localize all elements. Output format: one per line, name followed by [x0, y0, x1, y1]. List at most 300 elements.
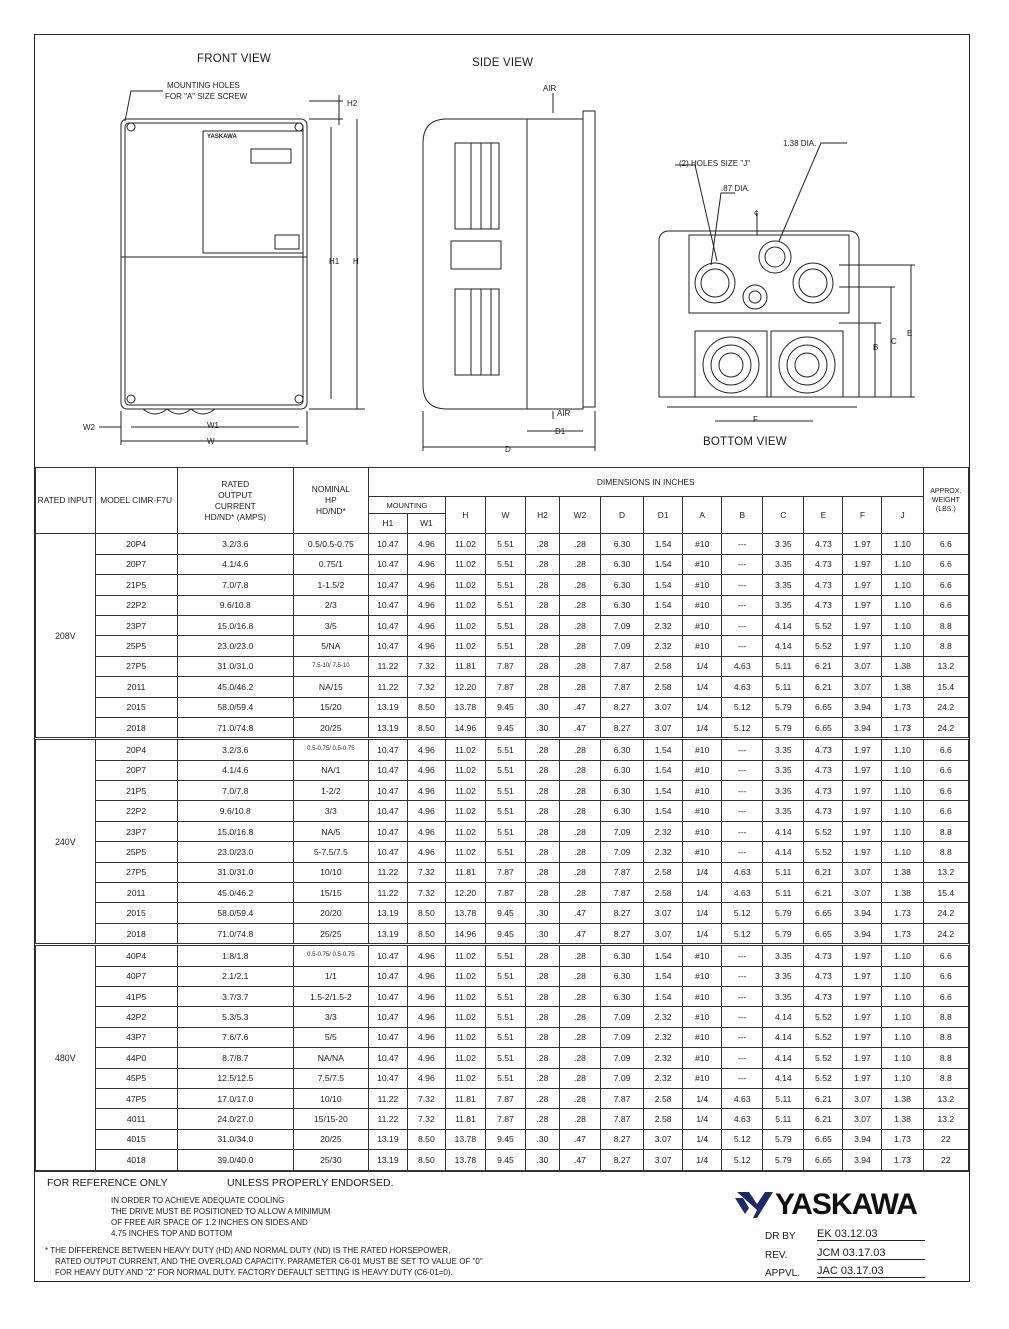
header-hp: [293, 468, 368, 534]
table-cell: 22P2: [95, 801, 177, 821]
table-cell: ---: [722, 636, 763, 656]
table-cell: 24.0/27.0: [177, 1109, 293, 1129]
table-cell: 8.8: [923, 1007, 968, 1027]
table-cell: .28: [559, 595, 600, 615]
table-cell: 1.10: [882, 595, 923, 615]
table-cell: #10: [683, 575, 722, 595]
table-cell: 8.50: [407, 903, 445, 923]
table-cell: .28: [526, 862, 560, 882]
table-cell: 4.73: [804, 534, 843, 554]
table-cell: #10: [683, 842, 722, 862]
table-cell: 8.27: [601, 1129, 644, 1149]
table-row: [36, 923, 969, 944]
table-cell: 23.0/23.0: [177, 842, 293, 862]
table-cell: 10.47: [368, 760, 407, 780]
table-cell: 4.14: [763, 1027, 804, 1047]
table-cell: 11.02: [445, 1048, 485, 1068]
header-weight-line1: APPROX.: [930, 488, 962, 496]
header-rated-current-line1: RATED: [221, 478, 250, 489]
table-cell: 7.32: [407, 677, 445, 697]
table-cell: 3.2/3.6: [177, 739, 293, 760]
table-cell: 1.38: [882, 1109, 923, 1129]
holes-j-label: (2) HOLES SIZE "J": [679, 159, 751, 168]
table-cell: 4.96: [407, 842, 445, 862]
table-cell: 1/4: [683, 697, 722, 717]
table-cell: 1.54: [644, 739, 683, 760]
cooling-note-line1: IN ORDER TO ACHIEVE ADEQUATE COOLING: [111, 1196, 285, 1205]
table-cell: ---: [722, 1068, 763, 1088]
table-cell: 4.96: [407, 615, 445, 635]
table-cell: 39.0/40.0: [177, 1150, 293, 1170]
duty-note-line3: FOR HEAVY DUTY AND "2" FOR NORMAL DUTY. FACTORY DEFAULT SETTING IS HEAVY DUTY (C6-01=0).: [55, 1268, 453, 1277]
table-cell: .28: [526, 1068, 560, 1088]
table-cell: 3.35: [763, 595, 804, 615]
table-cell: 71.0/74.8: [177, 717, 293, 738]
table-cell: 6.30: [601, 534, 644, 554]
table-cell: NA/5: [293, 821, 368, 841]
table-cell: 6.21: [804, 1109, 843, 1129]
table-cell: 24.2: [923, 697, 968, 717]
table-cell: ---: [722, 554, 763, 574]
dim-w: W: [207, 437, 215, 446]
table-cell: 7.32: [407, 1109, 445, 1129]
table-cell: 1.10: [882, 575, 923, 595]
table-cell: 4.63: [722, 656, 763, 676]
table-cell: 1.97: [843, 966, 882, 986]
table-cell: 31.0/34.0: [177, 1129, 293, 1149]
table-cell: 7.32: [407, 883, 445, 903]
table-cell: #10: [683, 595, 722, 615]
table-cell: 8.8: [923, 821, 968, 841]
table-cell: .28: [559, 801, 600, 821]
table-cell: 6.6: [923, 595, 968, 615]
table-cell: .28: [526, 781, 560, 801]
table-cell: 21P5: [95, 781, 177, 801]
header-j: J: [882, 497, 923, 534]
table-cell: 9.45: [485, 923, 525, 944]
table-cell: 6.21: [804, 677, 843, 697]
table-cell: 6.6: [923, 554, 968, 574]
table-cell: 11.02: [445, 1027, 485, 1047]
table-cell: 10/10: [293, 1088, 368, 1108]
table-cell: .47: [559, 697, 600, 717]
table-cell: 1.10: [882, 1007, 923, 1027]
table-cell: 1.10: [882, 801, 923, 821]
table-cell: 1.10: [882, 554, 923, 574]
table-row: [36, 636, 969, 656]
table-row: [36, 883, 969, 903]
table-cell: 4.73: [804, 760, 843, 780]
table-cell: 5.51: [485, 945, 525, 966]
table-cell: 1.54: [644, 554, 683, 574]
table-cell: 8.27: [601, 697, 644, 717]
table-cell: 1.97: [843, 1068, 882, 1088]
table-cell: 1.10: [882, 534, 923, 554]
header-d1: D1: [644, 497, 683, 534]
header-rated-input: RATED INPUT: [36, 468, 96, 534]
table-cell: 1.54: [644, 781, 683, 801]
table-cell: 71.0/74.8: [177, 923, 293, 944]
table-cell: 2/3: [293, 595, 368, 615]
table-cell: 23P7: [95, 615, 177, 635]
table-cell: 31.0/31.0: [177, 656, 293, 676]
table-cell: 1.38: [882, 862, 923, 882]
table-cell: 3.35: [763, 554, 804, 574]
table-cell: 6.30: [601, 554, 644, 574]
table-cell: 5.51: [485, 575, 525, 595]
table-cell: 3.07: [843, 677, 882, 697]
table-cell: 3.35: [763, 986, 804, 1006]
table-row: [36, 534, 969, 554]
table-cell: 2011: [95, 677, 177, 697]
header-a: A: [683, 497, 722, 534]
table-cell: 13.2: [923, 862, 968, 882]
table-cell: 3.07: [644, 1129, 683, 1149]
table-cell: 22: [923, 1129, 968, 1149]
table-cell: 20P4: [95, 739, 177, 760]
table-cell: 1/4: [683, 1109, 722, 1129]
bottom-view-title: BOTTOM VIEW: [703, 436, 787, 448]
table-cell: 4.63: [722, 1088, 763, 1108]
table-cell: 11.81: [445, 862, 485, 882]
table-cell: ---: [722, 945, 763, 966]
table-cell: .28: [526, 575, 560, 595]
table-cell: 6.30: [601, 575, 644, 595]
table-cell: 10.47: [368, 1007, 407, 1027]
table-cell: 4.73: [804, 945, 843, 966]
table-cell: 5.79: [763, 717, 804, 738]
table-cell: 45P5: [95, 1068, 177, 1088]
table-cell: 3.35: [763, 760, 804, 780]
table-cell: #10: [683, 986, 722, 1006]
table-cell: 4.96: [407, 739, 445, 760]
table-cell: 3/3: [293, 801, 368, 821]
table-cell: 13.2: [923, 1109, 968, 1129]
table-cell: #10: [683, 1027, 722, 1047]
table-cell: 4.96: [407, 636, 445, 656]
table-cell: 11.02: [445, 1068, 485, 1088]
table-row: [36, 1068, 969, 1088]
table-cell: 7.87: [601, 677, 644, 697]
table-cell: .28: [526, 1048, 560, 1068]
table-cell: .28: [526, 595, 560, 615]
table-cell: 13.19: [368, 1129, 407, 1149]
table-cell: 7.87: [485, 862, 525, 882]
table-cell: 6.21: [804, 883, 843, 903]
table-cell: 17.0/17.0: [177, 1088, 293, 1108]
table-cell: 44P0: [95, 1048, 177, 1068]
table-cell: .28: [559, 945, 600, 966]
header-weight: [923, 468, 968, 534]
table-cell: 10.47: [368, 739, 407, 760]
header-h: H: [445, 497, 485, 534]
header-h2: H2: [526, 497, 560, 534]
table-cell: 4.96: [407, 760, 445, 780]
table-cell: 2.32: [644, 842, 683, 862]
header-b: B: [722, 497, 763, 534]
table-cell: 4.96: [407, 986, 445, 1006]
table-cell: 11.02: [445, 821, 485, 841]
table-cell: 4.96: [407, 1048, 445, 1068]
table-cell: 1/4: [683, 903, 722, 923]
table-cell: .47: [559, 903, 600, 923]
table-cell: .28: [559, 534, 600, 554]
table-cell: 4.14: [763, 1007, 804, 1027]
table-cell: 4.73: [804, 781, 843, 801]
table-cell: #10: [683, 1068, 722, 1088]
table-cell: 4.96: [407, 534, 445, 554]
table-cell: 7.87: [601, 862, 644, 882]
table-cell: 24.2: [923, 903, 968, 923]
table-cell: ---: [722, 1027, 763, 1047]
table-cell: 1.10: [882, 1068, 923, 1088]
table-cell: 7.09: [601, 1068, 644, 1088]
table-cell: 1.73: [882, 1129, 923, 1149]
table-row: [36, 677, 969, 697]
table-row: [36, 717, 969, 738]
table-cell: 5/5: [293, 1027, 368, 1047]
table-cell: 8.8: [923, 615, 968, 635]
table-cell: 6.21: [804, 1088, 843, 1108]
table-cell: 5.51: [485, 986, 525, 1006]
table-cell: .28: [559, 781, 600, 801]
table-cell: .28: [559, 1007, 600, 1027]
front-view-title: FRONT VIEW: [197, 53, 271, 65]
table-cell: 3.35: [763, 739, 804, 760]
table-cell: 13.19: [368, 717, 407, 738]
header-model: MODEL CIMR-F7U: [95, 468, 177, 534]
table-cell: 5.52: [804, 821, 843, 841]
centerline-mark: ¢: [754, 209, 759, 218]
table-cell: .30: [526, 923, 560, 944]
table-cell: 13.19: [368, 697, 407, 717]
table-cell: 40P4: [95, 945, 177, 966]
table-cell: 9.6/10.8: [177, 801, 293, 821]
table-cell: .28: [526, 1007, 560, 1027]
table-cell: 1.97: [843, 534, 882, 554]
table-cell: 5.52: [804, 636, 843, 656]
yaskawa-logo-mark-icon: [735, 1188, 775, 1222]
table-cell: 1.97: [843, 575, 882, 595]
table-cell: 5.52: [804, 1027, 843, 1047]
table-cell: 3.35: [763, 945, 804, 966]
table-cell: 2018: [95, 717, 177, 738]
table-cell: 21P5: [95, 575, 177, 595]
table-cell: 1.54: [644, 801, 683, 821]
table-cell: 6.65: [804, 1150, 843, 1170]
dim-d1: D1: [555, 427, 566, 436]
table-cell: 13.2: [923, 1088, 968, 1108]
table-cell: .28: [559, 760, 600, 780]
table-cell: .28: [526, 1109, 560, 1129]
table-cell: ---: [722, 966, 763, 986]
table-cell: 45.0/46.2: [177, 677, 293, 697]
table-cell: 10.47: [368, 966, 407, 986]
table-cell: 10.47: [368, 781, 407, 801]
table-cell: 1.10: [882, 842, 923, 862]
table-cell: 6.6: [923, 760, 968, 780]
header-mounting: MOUNTING: [368, 497, 445, 514]
table-cell: 4011: [95, 1109, 177, 1129]
table-cell: .30: [526, 697, 560, 717]
table-cell: 2.1/2.1: [177, 966, 293, 986]
table-cell: 6.65: [804, 717, 843, 738]
table-cell: 5.51: [485, 534, 525, 554]
table-cell: 22P2: [95, 595, 177, 615]
table-cell: 1.10: [882, 739, 923, 760]
table-cell: 13.78: [445, 1150, 485, 1170]
dim-c: C: [891, 337, 897, 346]
table-cell: .28: [559, 554, 600, 574]
table-cell: .28: [526, 554, 560, 574]
header-weight-line3: (LBS.): [935, 506, 956, 514]
table-cell: 4.73: [804, 739, 843, 760]
table-cell: .28: [526, 966, 560, 986]
table-cell: 1/4: [683, 862, 722, 882]
table-cell: 5.11: [763, 656, 804, 676]
table-cell: NA/15: [293, 677, 368, 697]
title-block: [35, 1172, 969, 1282]
table-cell: 13.78: [445, 903, 485, 923]
table-cell: 9.6/10.8: [177, 595, 293, 615]
table-cell: 4.96: [407, 1007, 445, 1027]
table-cell: 10.47: [368, 1068, 407, 1088]
table-row: [36, 1007, 969, 1027]
table-cell: .30: [526, 1129, 560, 1149]
table-cell: 5.51: [485, 821, 525, 841]
table-cell: 4.14: [763, 821, 804, 841]
table-cell: 11.22: [368, 1109, 407, 1129]
table-cell: .28: [559, 883, 600, 903]
table-cell: 4.14: [763, 615, 804, 635]
unit-brand-label: YASKAWA: [207, 134, 237, 140]
table-cell: 15.0/16.8: [177, 821, 293, 841]
table-cell: 1.54: [644, 760, 683, 780]
table-cell: 5.11: [763, 677, 804, 697]
table-cell: 6.30: [601, 760, 644, 780]
dr-by-label: DR BY: [765, 1231, 796, 1242]
table-cell: 3.07: [843, 1088, 882, 1108]
table-cell: 4.14: [763, 842, 804, 862]
table-cell: 15/20: [293, 697, 368, 717]
table-cell: 6.30: [601, 966, 644, 986]
table-cell: 5.3/5.3: [177, 1007, 293, 1027]
table-cell: ---: [722, 986, 763, 1006]
table-cell: 11.22: [368, 883, 407, 903]
table-cell: .28: [559, 986, 600, 1006]
table-cell: .28: [559, 966, 600, 986]
table-cell: 15/15: [293, 883, 368, 903]
dim-e: E: [907, 329, 913, 338]
header-hp-line1: NOMINAL: [311, 484, 350, 495]
table-cell: #10: [683, 636, 722, 656]
table-cell: 5.52: [804, 1007, 843, 1027]
rated-input-cell: 208V: [36, 534, 96, 739]
table-cell: 43P7: [95, 1027, 177, 1047]
table-cell: 13.78: [445, 1129, 485, 1149]
table-cell: 11.02: [445, 615, 485, 635]
table-cell: ---: [722, 1007, 763, 1027]
table-cell: 5.51: [485, 801, 525, 821]
table-cell: 11.81: [445, 656, 485, 676]
table-cell: .28: [559, 575, 600, 595]
table-row: [36, 595, 969, 615]
table-cell: 6.6: [923, 945, 968, 966]
table-cell: 5.12: [722, 697, 763, 717]
table-cell: 10.47: [368, 636, 407, 656]
table-cell: 11.02: [445, 945, 485, 966]
duty-note-line2: RATED OUTPUT CURRENT, AND THE OVERLOAD CAPACITY. PARAMETER C6-01 MUST BE SET TO VALUE OF "0": [55, 1257, 483, 1266]
table-cell: 3.2/3.6: [177, 534, 293, 554]
table-cell: 4018: [95, 1150, 177, 1170]
table-cell: 0.75/1: [293, 554, 368, 574]
cooling-note-line3: OF FREE AIR SPACE OF 1.2 INCHES ON SIDES AND: [111, 1218, 308, 1227]
table-cell: 31.0/31.0: [177, 862, 293, 882]
table-cell: .28: [559, 739, 600, 760]
table-cell: 11.22: [368, 656, 407, 676]
table-cell: 11.02: [445, 986, 485, 1006]
table-cell: 6.30: [601, 595, 644, 615]
table-cell: 14.96: [445, 923, 485, 944]
table-cell: 8.50: [407, 1150, 445, 1170]
table-cell: 6.30: [601, 945, 644, 966]
table-cell: 10.47: [368, 1048, 407, 1068]
table-cell: 2.58: [644, 883, 683, 903]
header-rated-current-line2: OUTPUT: [218, 489, 253, 500]
table-cell: 1.10: [882, 760, 923, 780]
table-cell: #10: [683, 821, 722, 841]
table-cell: 1.10: [882, 966, 923, 986]
table-cell: 10/10: [293, 862, 368, 882]
table-cell: 1/4: [683, 1129, 722, 1149]
table-cell: 11.02: [445, 801, 485, 821]
table-cell: 3.94: [843, 717, 882, 738]
table-cell: 4015: [95, 1129, 177, 1149]
table-cell: #10: [683, 760, 722, 780]
table-cell: #10: [683, 801, 722, 821]
table-cell: 20/25: [293, 717, 368, 738]
table-cell: 7.09: [601, 615, 644, 635]
table-cell: 7.87: [601, 1109, 644, 1129]
table-cell: 5.51: [485, 554, 525, 574]
table-cell: 11.02: [445, 554, 485, 574]
table-cell: 7.5-10/ 7.5-10: [293, 656, 368, 676]
header-d: D: [601, 497, 644, 534]
table-cell: 15.4: [923, 883, 968, 903]
table-cell: 2.32: [644, 615, 683, 635]
table-cell: 4.1/4.6: [177, 760, 293, 780]
table-cell: 1.97: [843, 1007, 882, 1027]
table-cell: 20P4: [95, 534, 177, 554]
table-cell: .28: [526, 883, 560, 903]
footer-divider: [35, 1171, 969, 1172]
table-cell: 1/4: [683, 717, 722, 738]
table-cell: 5.51: [485, 1068, 525, 1088]
table-cell: 1/4: [683, 883, 722, 903]
table-cell: .28: [526, 1088, 560, 1108]
table-row: [36, 575, 969, 595]
table-cell: 1.10: [882, 986, 923, 1006]
table-cell: 1.97: [843, 739, 882, 760]
header-w1: W1: [407, 514, 445, 534]
table-cell: ---: [722, 534, 763, 554]
table-cell: 7.09: [601, 1048, 644, 1068]
table-cell: 5.51: [485, 760, 525, 780]
table-body: [36, 534, 969, 1170]
appvl-value: JAC 03.17.03: [817, 1265, 925, 1278]
bottom-view-drawing: [659, 143, 915, 421]
table-cell: .47: [559, 923, 600, 944]
